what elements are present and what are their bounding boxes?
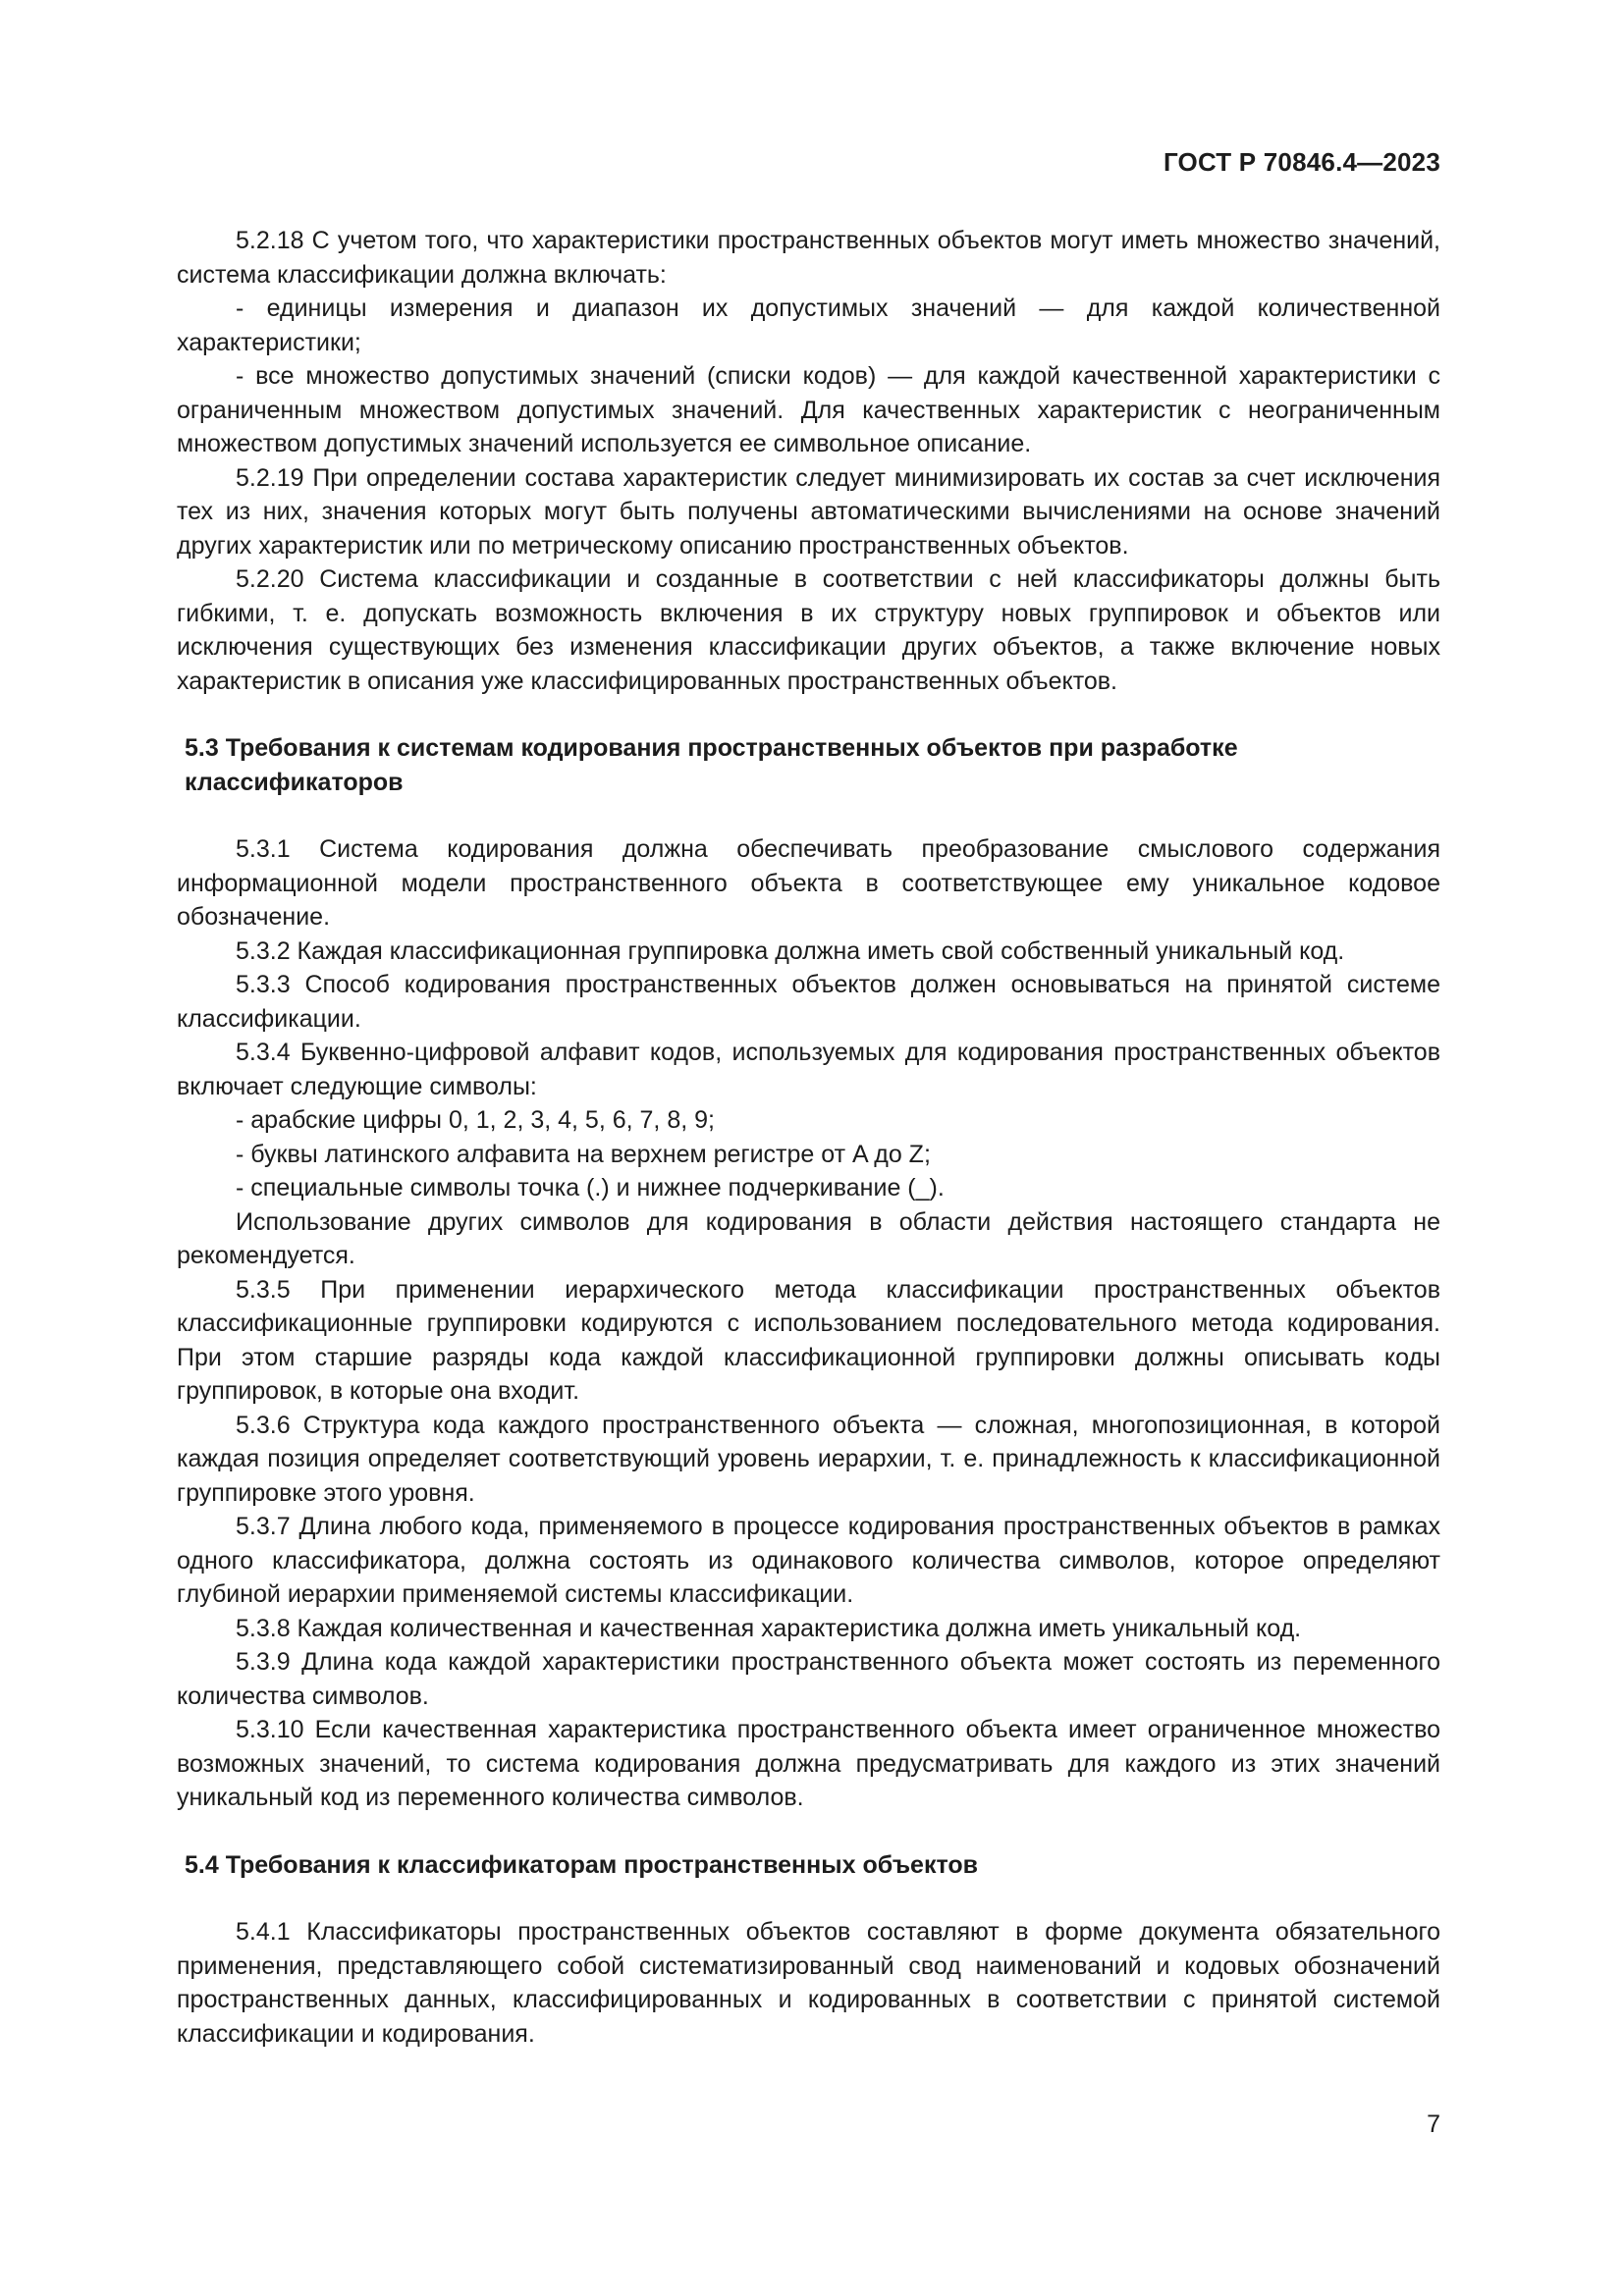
paragraph-5-3-7: 5.3.7 Длина любого кода, применяемого в процессе кодирования пространственных объектов в рамках одного классификатора, должна состоять из одинакового количества символов, которое определяют глубиной иерархии применяемой системы классификации. [177,1513,1440,1608]
paragraph-5-3-9: 5.3.9 Длина кода каждой характеристики пространственного объекта может состоять из переменного количества символов. [177,1648,1440,1710]
section-title-5-4: 5.4 Требования к классификаторам пространственных объектов [185,1850,979,1879]
paragraph-5-3-4-note: Использование других символов для кодирования в области действия настоящего стандарта не рекомендуется. [177,1207,1440,1269]
list-item: - арабские цифры 0, 1, 2, 3, 4, 5, 6, 7, 8, 9; [177,1103,1440,1138]
list-item: - единицы измерения и диапазон их допустимых значений — для каждой количественной характеристики; [177,292,1440,359]
document-body [177,224,1440,2051]
list-item: - все множество допустимых значений (списки кодов) — для каждой качественной характеристики с ограниченным множеством допустимых значений. Для качественных характеристик с неограниченным множеством допустимых значений используется ее символьное описание. [177,359,1440,461]
paragraph-5-3-3: 5.3.3 Способ кодирования пространственных объектов должен основываться на принятой системе классификации. [177,971,1440,1033]
list-item: - специальные символы точка (.) и нижнее подчеркивание (_). [177,1171,1440,1205]
paragraph-5-2-19: 5.2.19 При определении состава характеристик следует минимизировать их состав за счет исключения тех из них, значения которых могут быть получены автоматическими вычислениями на основе значений других характеристик или по метрическому описанию пространственных объектов. [177,463,1440,560]
paragraph-5-3-4: 5.3.4 Буквенно-цифровой алфавит кодов, используемых для кодирования пространственных объектов включает следующие символы: [177,1039,1440,1100]
paragraph-5-3-6: 5.3.6 Структура кода каждого пространственного объекта — сложная, многопозиционная, в которой каждая позиция определяет соответствующий уровень иерархии, т. е. принадлежность к классификационной группировке этого уровня. [177,1411,1440,1507]
paragraph-5-2-20: 5.2.20 Система классификации и созданные в соответствии с ней классификаторы должны быть гибкими, т. е. допускать возможность включения в их структуру новых группировок и объектов или исключения существующих без изменения классификации других объектов, а также включение новых характеристик в описания уже классифицированных пространственных объектов. [177,565,1440,695]
paragraph-5-3-10: 5.3.10 Если качественная характеристика пространственного объекта имеет ограниченное множество возможных значений, то система кодирования должна предусматривать для каждого из этих значений уникальный код из переменного количества символов. [177,1716,1440,1811]
page-number: 7 [1427,2110,1440,2138]
paragraph-5-4-1: 5.4.1 Классификаторы пространственных объектов составляют в форме документа обязательного применения, представляющего собой систематизированный свод наименований и кодовых обозначений пространственных данных, классифицированных и кодированных в соответствии с принятой системой классификации и кодирования. [177,1918,1440,2048]
paragraph-5-2-18: 5.2.18 С учетом того, что характеристики пространственных объектов могут иметь множество значений, система классификации должна включать: [177,227,1440,289]
list-item: - буквы латинского алфавита на верхнем регистре от A до Z; [177,1138,1440,1172]
section-title-5-3: 5.3 Требования к системам кодирования пространственных объектов при разработке классификаторов [185,734,1238,796]
paragraph-5-3-2: 5.3.2 Каждая классификационная группировка должна иметь свой собственный уникальный код. [236,936,1345,965]
paragraph-5-3-5: 5.3.5 При применении иерархического метода классификации пространственных объектов классификационные группировки кодируются с использованием последовательного метода кодирования. При этом старшие разряды кода каждой классификационной группировки должны описывать коды группировок, в которые она входит. [177,1275,1440,1405]
paragraph-5-3-1: 5.3.1 Система кодирования должна обеспечивать преобразование смыслового содержания информационной модели пространственного объекта в соответствующее ему уникальное кодовое обозначение. [177,835,1440,931]
paragraph-5-3-8: 5.3.8 Каждая количественная и качественная характеристика должна иметь уникальный код. [236,1614,1302,1642]
standard-code-header: ГОСТ Р 70846.4—2023 [1163,147,1440,177]
